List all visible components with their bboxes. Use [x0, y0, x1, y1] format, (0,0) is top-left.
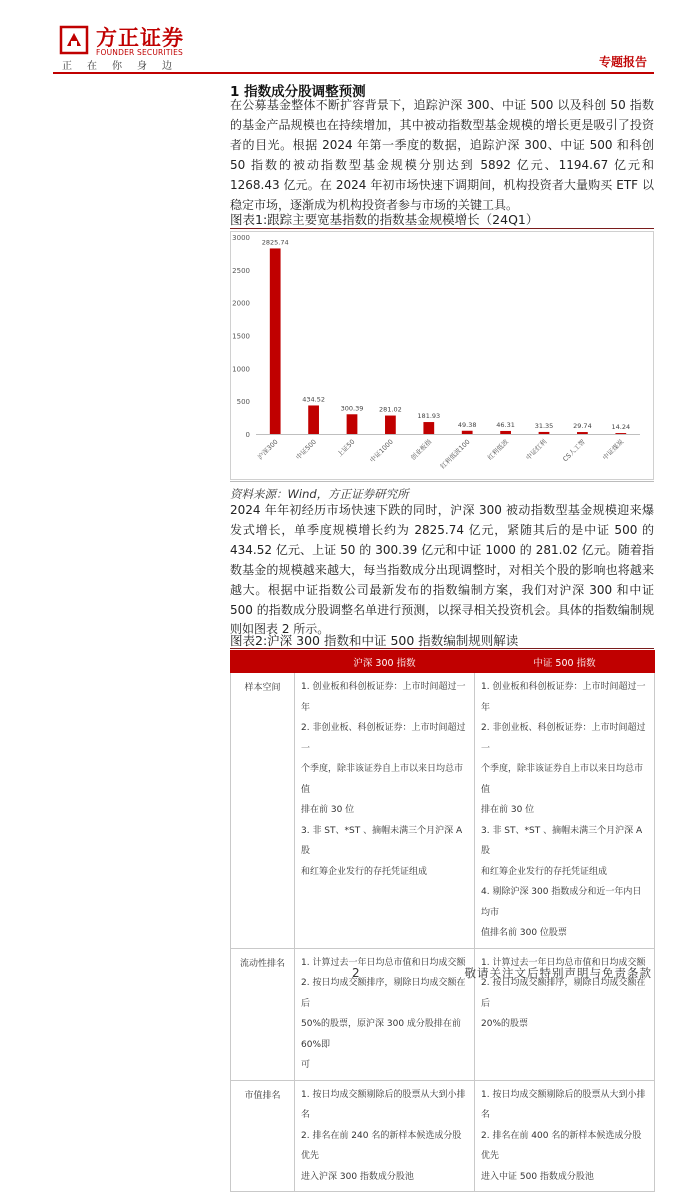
header-divider	[53, 72, 654, 74]
table-header-blank	[231, 651, 295, 673]
table-cell-line: 1. 按日均成交额剔除后的股票从大到小排名	[481, 1089, 646, 1120]
figure1-bottom-rule	[230, 481, 654, 482]
x-tick-label: 中证红利	[524, 437, 549, 462]
table-cell-line: 2. 非创业板、科创板证券：上市时间超过一	[301, 723, 466, 754]
paragraph-analysis: 2024 年年初经历市场快速下跌的同时，沪深 300 被动指数型基金规模迎来爆发式增长，单季度规模增长约为 2825.74 亿元，紧随其后的是中证 500 的 434.52 亿元、上证 50 的 300.39 亿元和中证 1000 的 281.02 亿元。随着指数基金的规模越来越大，每当指数成分出现调整时，对相关个股的影响也将越来越大。根据中证指数公司最新发布的指数编制方案，我们对沪深 300 和中证 500 的指数成分股调整名单进行预测，以探寻相关投资机会。具体的指数编制规则如图表 2 所示。	[230, 503, 654, 637]
x-tick-label: 中证500	[294, 437, 319, 462]
y-tick-label: 0	[245, 431, 250, 439]
table-cell-line: 和红筹企业发行的存托凭证组成	[481, 866, 608, 877]
slogan-char: 在	[87, 61, 97, 72]
bar	[385, 416, 396, 434]
x-tick-label: 中证1000	[368, 437, 395, 465]
table-cell-line: 个季度，除非该证券自上市以来日均总市值	[301, 764, 464, 795]
table-cell-line: 1. 创业板和科创板证券：上市时间超过一年	[301, 682, 466, 713]
table-header-hs300: 沪深 300 指数	[295, 651, 475, 673]
data-label: 281.02	[379, 405, 402, 414]
figure2-title: 图表2:沪深 300 指数和中证 500 指数编制规则解读	[230, 633, 519, 648]
slogan-char: 边	[162, 61, 172, 72]
y-tick-label: 2500	[232, 266, 250, 275]
bar	[539, 432, 550, 434]
table-cell-line: 3. 非 ST、*ST 、摘帽未满三个月沪深 A 股	[301, 825, 463, 856]
figure2-title-rule	[230, 648, 654, 649]
table-cell-line: 1. 计算过去一年日均总市值和日均成交额	[481, 957, 646, 968]
figure1-source: 资料来源：Wind，方正证券研究所	[230, 487, 409, 501]
data-label: 46.31	[496, 420, 515, 429]
bar-chart	[230, 231, 654, 480]
data-label: 181.93	[417, 412, 441, 421]
x-tick-label: 红利低波100	[438, 437, 472, 471]
table-cell-line: 个季度，除非该证券自上市以来日均总市值	[481, 764, 644, 795]
table-row	[231, 1080, 655, 1192]
table-cell-zz500	[475, 673, 655, 949]
y-tick-label: 1000	[232, 365, 250, 374]
table-cell-line: 4. 剔除沪深 300 指数成分和近一年内日均市	[481, 887, 642, 918]
table-header-zz500: 中证 500 指数	[475, 651, 655, 673]
data-label: 2825.74	[261, 238, 289, 247]
bar	[577, 432, 588, 434]
slogan	[62, 57, 172, 72]
x-tick-label: 红利低波	[485, 437, 511, 462]
bar	[500, 431, 511, 434]
index-rules-table	[230, 650, 655, 1192]
paragraph-intro: 在公募基金整体不断扩容背景下，追踪沪深 300、中证 500 以及科创 50 指数的基金产品规模也在持续增加，其中被动指数型基金规模的增长更是吸引了投资者的目光。根据 2024 年第一季度的数据，追踪沪深 300、中证 500 和科创 50 指数的被动指数型基金规模分别达到 5892 亿元、1194.67 亿元和 1268.43 亿元。在 2024 年初市场快速下调期间，机构投资者大量购买 ETF 以稳定市场，逐渐成为机构投资者参与市场的关键工具。	[230, 98, 654, 212]
table-cell-line: 1. 创业板和科创板证券：上市时间超过一年	[481, 682, 646, 713]
page-number: 2	[352, 966, 360, 980]
table-cell-hs300	[295, 1080, 475, 1192]
table-cell-line: 2. 非创业板、科创板证券：上市时间超过一	[481, 723, 646, 754]
data-label: 49.38	[457, 420, 477, 429]
data-label: 300.39	[340, 404, 364, 413]
figure1-title: 图表1:跟踪主要宽基指数的指数基金规模增长（24Q1）	[230, 212, 539, 227]
table-cell-line: 2. 按日均成交额排序，剔除日均成交额在后	[481, 978, 646, 1009]
table-cell-line: 2. 排名在前 240 名的新样本候选成分股优先	[301, 1130, 462, 1161]
table-cell-line: 50%的股票，原沪深 300 成分股排在前 60%即	[301, 1019, 461, 1050]
slogan-char: 你	[112, 61, 122, 72]
report-type: 专题报告	[598, 55, 647, 69]
logo-chinese-name: 方正证券	[96, 26, 184, 50]
y-tick-label: 500	[236, 398, 250, 407]
y-tick-label: 2000	[232, 299, 250, 308]
table-cell-hs300	[295, 948, 475, 1080]
bar	[615, 433, 626, 434]
table-cell-line: 进入中证 500 指数成分股池	[481, 1171, 594, 1182]
bar-chart-svg	[230, 231, 654, 480]
table-cell-line: 20%的股票	[481, 1019, 529, 1029]
table-row-label: 市值排名	[231, 1080, 295, 1192]
bar	[347, 414, 358, 434]
table-cell-line: 可	[301, 1060, 311, 1070]
table-cell-line: 进入沪深 300 指数成分股池	[301, 1171, 414, 1182]
logo-english-name: FOUNDER SECURITIES	[96, 48, 183, 57]
y-tick-label: 1500	[232, 332, 250, 341]
table-cell-line: 1. 计算过去一年日均总市值和日均成交额	[301, 957, 466, 968]
table-cell-line: 和红筹企业发行的存托凭证组成	[301, 866, 428, 877]
x-tick-label: 沪深300	[255, 437, 280, 462]
table-cell-line: 排在前 30 位	[481, 805, 535, 815]
table-row-label: 样本空间	[231, 673, 295, 949]
table-header-row	[231, 651, 655, 673]
figure1-title-rule	[230, 228, 654, 229]
bar	[308, 405, 319, 434]
table-cell-line: 2. 排名在前 400 名的新样本候选成分股优先	[481, 1130, 642, 1161]
table-cell-line: 1. 按日均成交额剔除后的股票从大到小排名	[301, 1089, 466, 1120]
bar	[462, 431, 473, 434]
x-tick-label: 创业板指	[409, 437, 434, 462]
table-row-label: 流动性排名	[231, 948, 295, 1080]
table-cell-line: 3. 非 ST、*ST 、摘帽未满三个月沪深 A 股	[481, 825, 643, 856]
x-tick-label: 上证50	[335, 437, 357, 459]
y-tick-label: 3000	[232, 234, 250, 242]
x-tick-label: 中证煤炭	[601, 437, 626, 462]
table-cell-hs300	[295, 673, 475, 949]
slogan-char: 身	[137, 61, 147, 72]
table-cell-zz500	[475, 1080, 655, 1192]
bar	[423, 422, 434, 434]
section-title: 1 指数成分股调整预测	[230, 84, 366, 100]
company-logo	[60, 22, 190, 62]
table-row	[231, 673, 655, 949]
disclaimer-link[interactable]: 敬请关注文后特别声明与免责条款	[464, 966, 652, 980]
data-label: 14.24	[611, 423, 631, 432]
x-tick-label: CS人工智	[561, 437, 587, 464]
data-label: 31.35	[534, 421, 554, 430]
data-label: 434.52	[302, 395, 325, 404]
founder-logo-icon	[60, 26, 88, 54]
data-label: 29.74	[573, 422, 592, 431]
table-cell-line: 值排名前 300 位股票	[481, 928, 567, 938]
bar	[270, 248, 281, 434]
table-cell-line: 排在前 30 位	[301, 805, 355, 815]
chart-frame	[231, 232, 654, 480]
slogan-char: 正	[62, 61, 72, 72]
table-cell-line: 2. 按日均成交额排序，剔除日均成交额在后	[301, 978, 466, 1009]
